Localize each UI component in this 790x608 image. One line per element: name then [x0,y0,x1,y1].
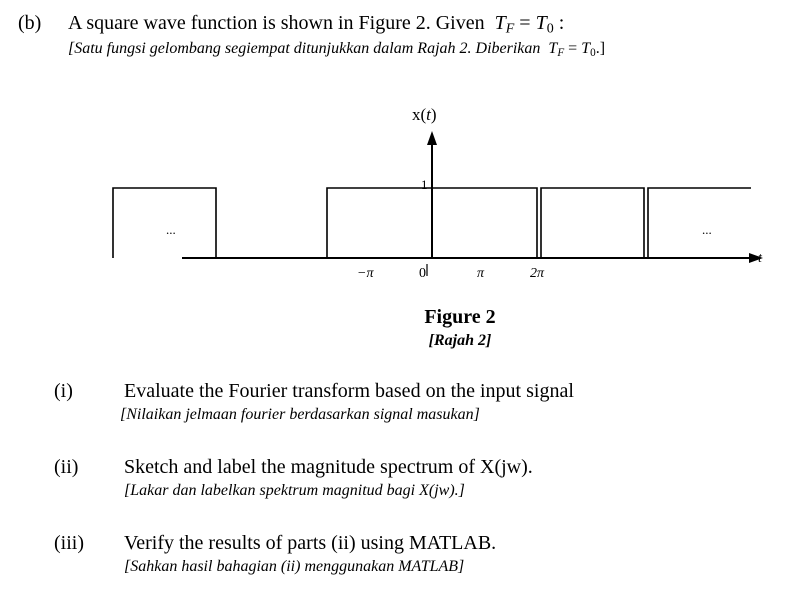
given-equation: $T_F = T_0$ [494,12,554,37]
question-text: A square wave function is shown in Figure 2. Given $T_F = T_0$ : [68,12,565,37]
part-label-ii: (ii) [54,456,79,478]
tick-label-zero: 0 [419,266,426,281]
x-axis-label: t [758,251,762,266]
part-text-malay-i: [Nilaikan jelmaan fourier berdasarkan signal masukan] [120,406,480,423]
pulse-0 [113,188,216,258]
ellipsis-right: ... [702,222,712,237]
part-text-malay-iii: [Sahkan hasil bahagian (ii) menggunakan MATLAB] [124,558,465,575]
x-axis-arrowhead [427,131,437,145]
question-text-en: A square wave function is shown in Figure 2. Given [68,12,485,34]
tick-label-2pi: 2π [530,266,545,281]
pulse-4 [648,188,751,258]
level-one-label: 1 [421,177,428,192]
part-text-iii: Verify the results of parts (ii) using MATLAB. [124,532,497,554]
part-text-i: Evaluate the Fourier transform based on the input signal [124,380,574,402]
question-text-malay: [Satu fungsi gelombang segiempat ditunjukkan dalam Rajah 2. Diberikan $T_F = T_0$.] [68,40,606,59]
part-label-i: (i) [54,380,73,402]
tick-label-neg-pi: −π [357,266,374,281]
part-text-malay-ii: [Lakar dan labelkan spektrum magnitud bagi X(jw).] [124,482,465,499]
figure-caption: Figure 2 [424,306,496,328]
part-label-iii: (iii) [54,532,84,554]
given-equation-malay: $T_F = T_0$ [548,40,596,59]
y-axis-label: x(t) [412,105,437,124]
figure-caption-malay: [Rajah 2] [428,332,492,349]
pulse-2 [432,188,537,258]
tick-label-pi: π [477,266,485,281]
question-label: (b) [18,12,42,34]
pulse-3 [541,188,644,258]
part-text-ii: Sketch and label the magnitude spectrum of X(jw). [124,456,533,478]
pulse-1 [327,188,432,258]
ellipsis-left: ... [166,222,176,237]
